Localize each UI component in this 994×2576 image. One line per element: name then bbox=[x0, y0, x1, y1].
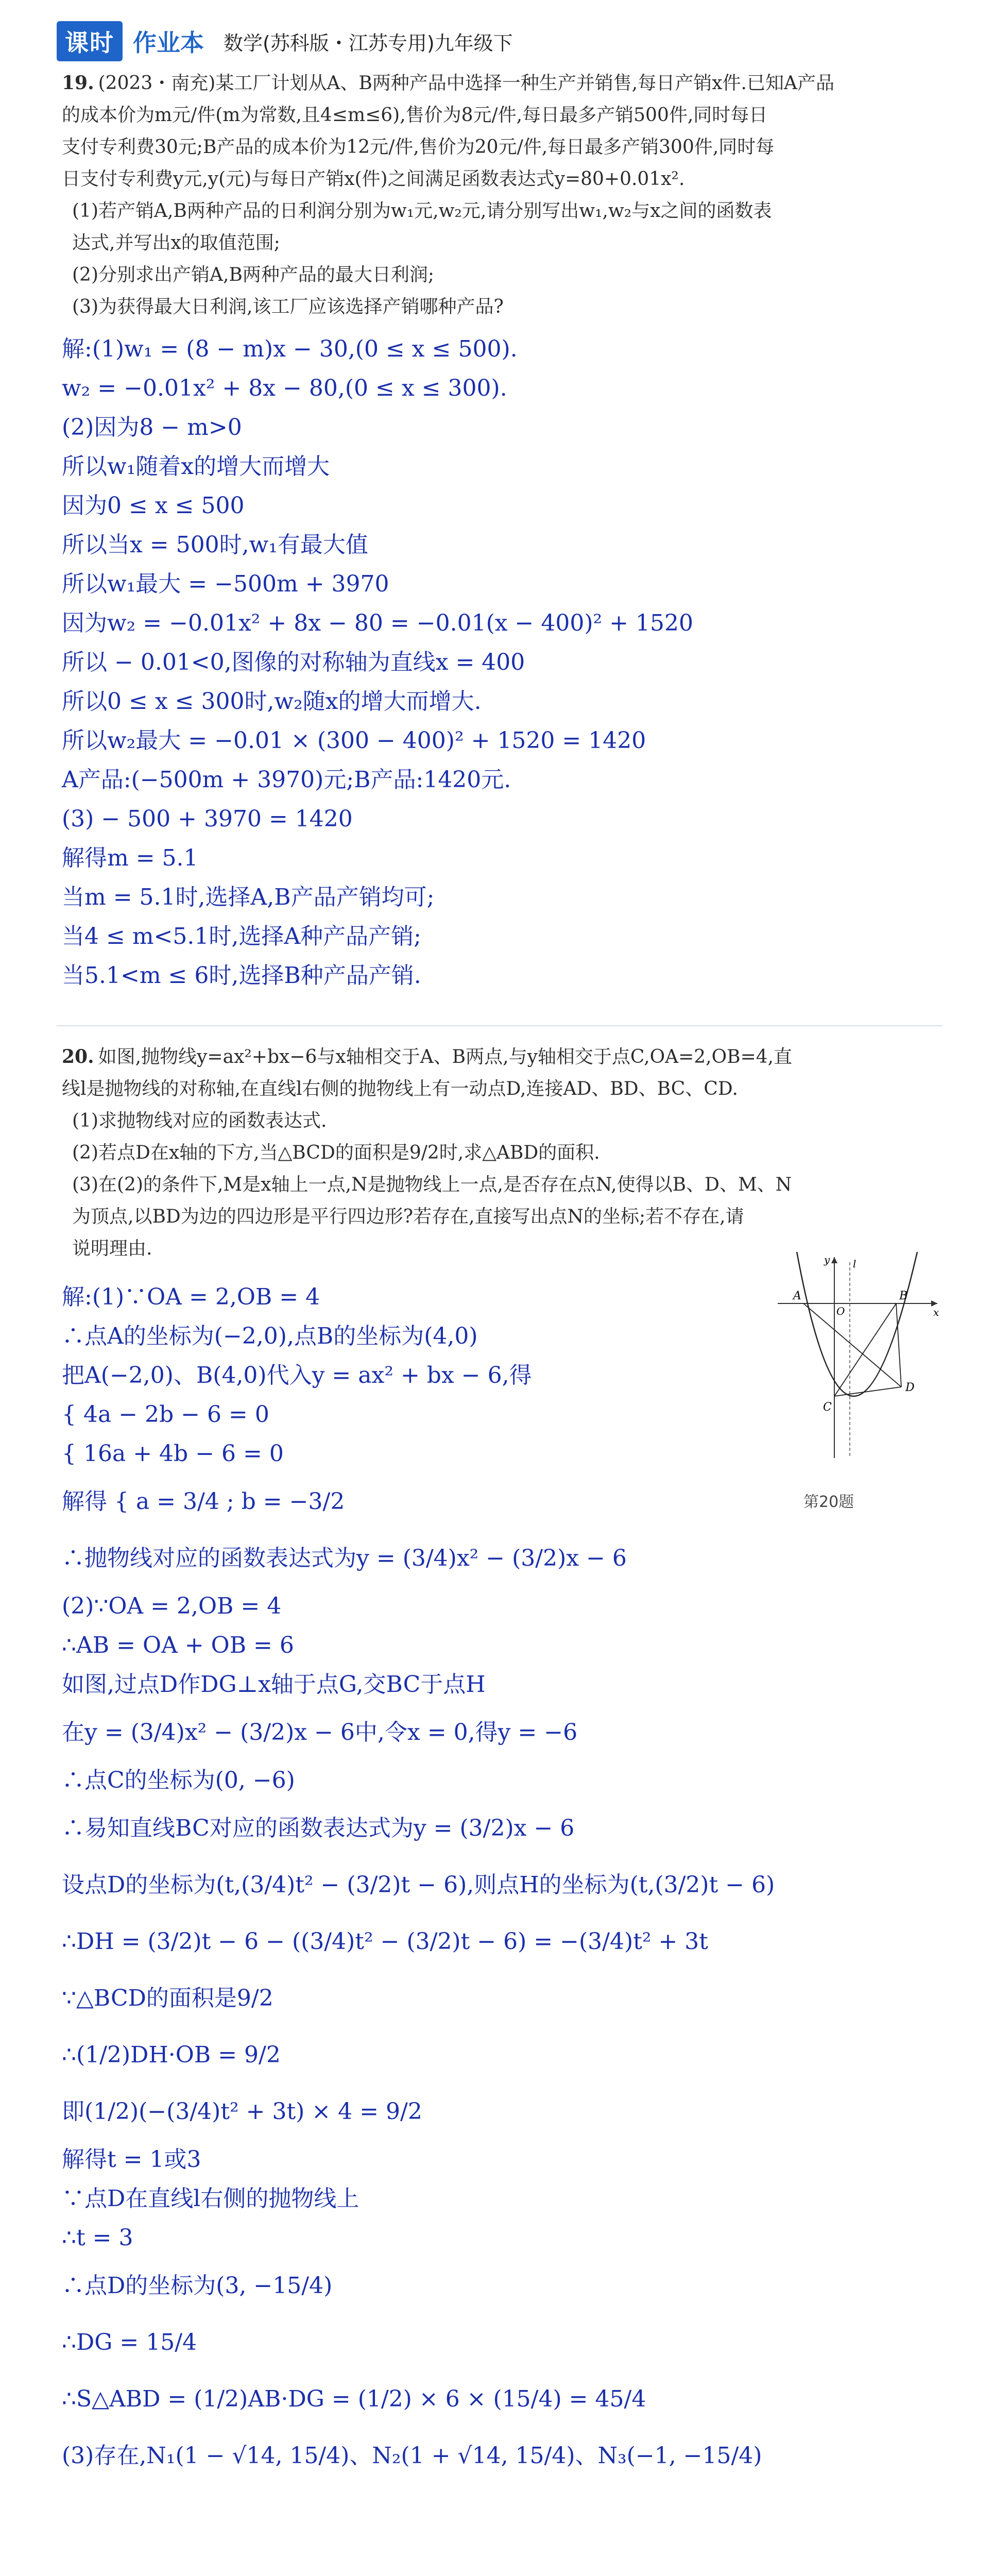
question-stem: 的成本价为m元/件(m为常数,且4≤m≤6),售价为8元/件,每日最多产销500件,同时每日 bbox=[62, 105, 768, 126]
label-d: D bbox=[905, 1381, 915, 1394]
answer-line: (3)存在,N₁(1 − √14, 15/4)、N₂(1 + √14, 15/4)、N₃(−1, −15/4) bbox=[62, 2443, 762, 2469]
question-stem: 支付专利费30元;B产品的成本价为12元/件,售价为20元/件,每日最多产销300件,同时每 bbox=[62, 137, 775, 158]
answer-line: ∴易知直线BC对应的函数表达式为y = (3/2)x − 6 bbox=[62, 1815, 575, 1841]
question-number: 20. bbox=[62, 1046, 94, 1067]
answer-line: 在y = (3/4)x² − (3/2)x − 6中,令x = 0,得y = −6 bbox=[62, 1719, 578, 1745]
sub-question: 达式,并写出x的取值范围; bbox=[72, 232, 280, 253]
question-20 bbox=[62, 1041, 937, 1265]
answer-line: ∴抛物线对应的函数表达式为y = (3/4)x² − (3/2)x − 6 bbox=[62, 1545, 627, 1571]
answer-line: 设点D的坐标为(t,(3/4)t² − (3/2)t − 6),则点H的坐标为(t,(3/2)t − 6) bbox=[62, 1872, 775, 1898]
answer-line: 所以w₂最大 = −0.01 × (300 − 400)² + 1520 = 1420 bbox=[62, 727, 646, 754]
figure-caption: 第20题 bbox=[803, 1493, 854, 1511]
parabola-figure bbox=[773, 1252, 942, 1468]
answer-line: ∴DH = (3/2)t − 6 − ((3/4)t² − (3/2)t − 6) = −(3/4)t² + 3t bbox=[62, 1928, 708, 1955]
answer-line: ∴(1/2)DH·OB = 9/2 bbox=[62, 2042, 281, 2068]
answer-line: 把A(−2,0)、B(4,0)代入y = ax² + bx − 6,得 bbox=[62, 1362, 532, 1388]
sub-question: (3)在(2)的条件下,M是x轴上一点,N是抛物线上一点,是否存在点N,使得以B、D、M、N bbox=[72, 1174, 792, 1195]
answer-line: 当4 ≤ m<5.1时,选择A种产品产销; bbox=[62, 923, 421, 950]
answer-line: 当m = 5.1时,选择A,B产品产销均可; bbox=[62, 884, 435, 910]
label-l: l bbox=[853, 1258, 856, 1270]
page-header bbox=[57, 21, 513, 62]
subject-title: 数学(苏科版・江苏专用)九年级下 bbox=[224, 31, 513, 55]
answer-line: 所以 − 0.01<0,图像的对称轴为直线x = 400 bbox=[62, 649, 525, 675]
sub-question: 说明理由. bbox=[72, 1238, 152, 1259]
answer-line: 解得m = 5.1 bbox=[62, 845, 198, 871]
answer-line: A产品:(−500m + 3970)元;B产品:1420元. bbox=[62, 767, 511, 793]
answer-line: (3) − 500 + 3970 = 1420 bbox=[62, 806, 353, 832]
answer-line: 所以0 ≤ x ≤ 300时,w₂随x的增大而增大. bbox=[62, 688, 482, 715]
answer-line: 因为w₂ = −0.01x² + 8x − 80 = −0.01(x − 400)² + 1520 bbox=[62, 610, 694, 636]
question-19 bbox=[62, 67, 937, 323]
label-c: C bbox=[823, 1401, 832, 1414]
label-a: A bbox=[793, 1290, 801, 1302]
answer-line: ∴AB = OA + OB = 6 bbox=[62, 1632, 294, 1658]
sub-question: 为顶点,以BD为边的四边形是平行四边形?若存在,直接写出点N的坐标;若不存在,请 bbox=[72, 1206, 744, 1227]
question-number: 19. bbox=[62, 72, 94, 94]
parabola-curve bbox=[793, 1252, 922, 1396]
sub-question: (1)若产销A,B两种产品的日利润分别为w₁元,w₂元,请分别写出w₁,w₂与x之间的函数表 bbox=[72, 200, 772, 222]
question-stem: 20. 如图,抛物线y=ax²+bx−6与x轴相交于A、B两点,与y轴相交于点C,OA=2,OB=4,直 bbox=[62, 1046, 793, 1067]
label-x: x bbox=[933, 1306, 939, 1318]
answer-line: 解:(1)w₁ = (8 − m)x − 30,(0 ≤ x ≤ 500). bbox=[62, 336, 518, 362]
segment-ad bbox=[803, 1303, 901, 1387]
answer-line: ∴点A的坐标为(−2,0),点B的坐标为(4,0) bbox=[62, 1323, 478, 1349]
y-axis-arrow bbox=[831, 1257, 837, 1263]
answer-line: 如图,过点D作DG⊥x轴于点G,交BC于点H bbox=[62, 1671, 486, 1698]
label-b: B bbox=[899, 1290, 908, 1302]
answer-line: { 4a − 2b − 6 = 0 bbox=[62, 1401, 269, 1428]
answer-line: ∴S△ABD = (1/2)AB·DG = (1/2) × 6 × (15/4) = 45/4 bbox=[62, 2386, 646, 2412]
answer-line: ∵点D在直线l右侧的抛物线上 bbox=[62, 2185, 359, 2212]
answer-line: 解得 { a = 3/4 ; b = −3/2 bbox=[62, 1488, 345, 1515]
answer-line: 解得t = 1或3 bbox=[62, 2146, 201, 2173]
answer-line: ∴点D的坐标为(3, −15/4) bbox=[62, 2273, 333, 2299]
answer-line: ∴点C的坐标为(0, −6) bbox=[62, 1767, 295, 1793]
answer-line: 所以当x = 500时,w₁有最大值 bbox=[62, 532, 368, 558]
answer-line: ∵△BCD的面积是9/2 bbox=[62, 1985, 273, 2011]
answer-line: 因为0 ≤ x ≤ 500 bbox=[62, 493, 245, 519]
segment-bc bbox=[834, 1303, 896, 1396]
answer-line: { 16a + 4b − 6 = 0 bbox=[62, 1440, 284, 1467]
answer-line: 解:(1)∵OA = 2,OB = 4 bbox=[62, 1284, 320, 1310]
brand-logo-box: 课时 bbox=[57, 21, 123, 61]
label-o: O bbox=[836, 1305, 845, 1317]
answer-line: w₂ = −0.01x² + 8x − 80,(0 ≤ x ≤ 300). bbox=[62, 375, 507, 401]
answer-line: (2)∵OA = 2,OB = 4 bbox=[62, 1593, 282, 1619]
brand-logo-text: 作业本 bbox=[133, 29, 204, 57]
answer-line: 即(1/2)(−(3/4)t² + 3t) × 4 = 9/2 bbox=[62, 2098, 422, 2125]
section-divider bbox=[57, 1025, 942, 1026]
question-stem: 线l是抛物线的对称轴,在直线l右侧的抛物线上有一动点D,连接AD、BD、BC、CD. bbox=[62, 1078, 738, 1099]
sub-question: (2)若点D在x轴的下方,当△BCD的面积是9/2时,求△ABD的面积. bbox=[72, 1142, 600, 1163]
question-stem: 19. (2023・南充)某工厂计划从A、B两种产品中选择一种生产并销售,每日产销x件.已知A产品 bbox=[62, 72, 834, 94]
answer-line: 所以w₁随着x的增大而增大 bbox=[62, 453, 330, 480]
answer-20 bbox=[62, 1278, 775, 2484]
sub-question: (3)为获得最大日利润,该工厂应该选择产销哪种产品? bbox=[72, 296, 504, 317]
question-stem: 日支付专利费y元,y(元)与每日产销x(件)之间满足函数表达式y=80+0.01x². bbox=[62, 168, 685, 190]
sub-question: (2)分别求出产销A,B两种产品的最大日利润; bbox=[72, 264, 435, 285]
answer-line: (2)因为8 − m>0 bbox=[62, 414, 242, 440]
answer-19 bbox=[62, 330, 693, 995]
label-y: y bbox=[824, 1253, 830, 1266]
answer-line: 所以w₁最大 = −500m + 3970 bbox=[62, 571, 389, 597]
sub-question: (1)求抛物线对应的函数表达式. bbox=[72, 1110, 327, 1131]
answer-line: 当5.1<m ≤ 6时,选择B种产品产销. bbox=[62, 962, 421, 989]
answer-line: ∴t = 3 bbox=[62, 2225, 133, 2251]
answer-line: ∴DG = 15/4 bbox=[62, 2329, 197, 2355]
